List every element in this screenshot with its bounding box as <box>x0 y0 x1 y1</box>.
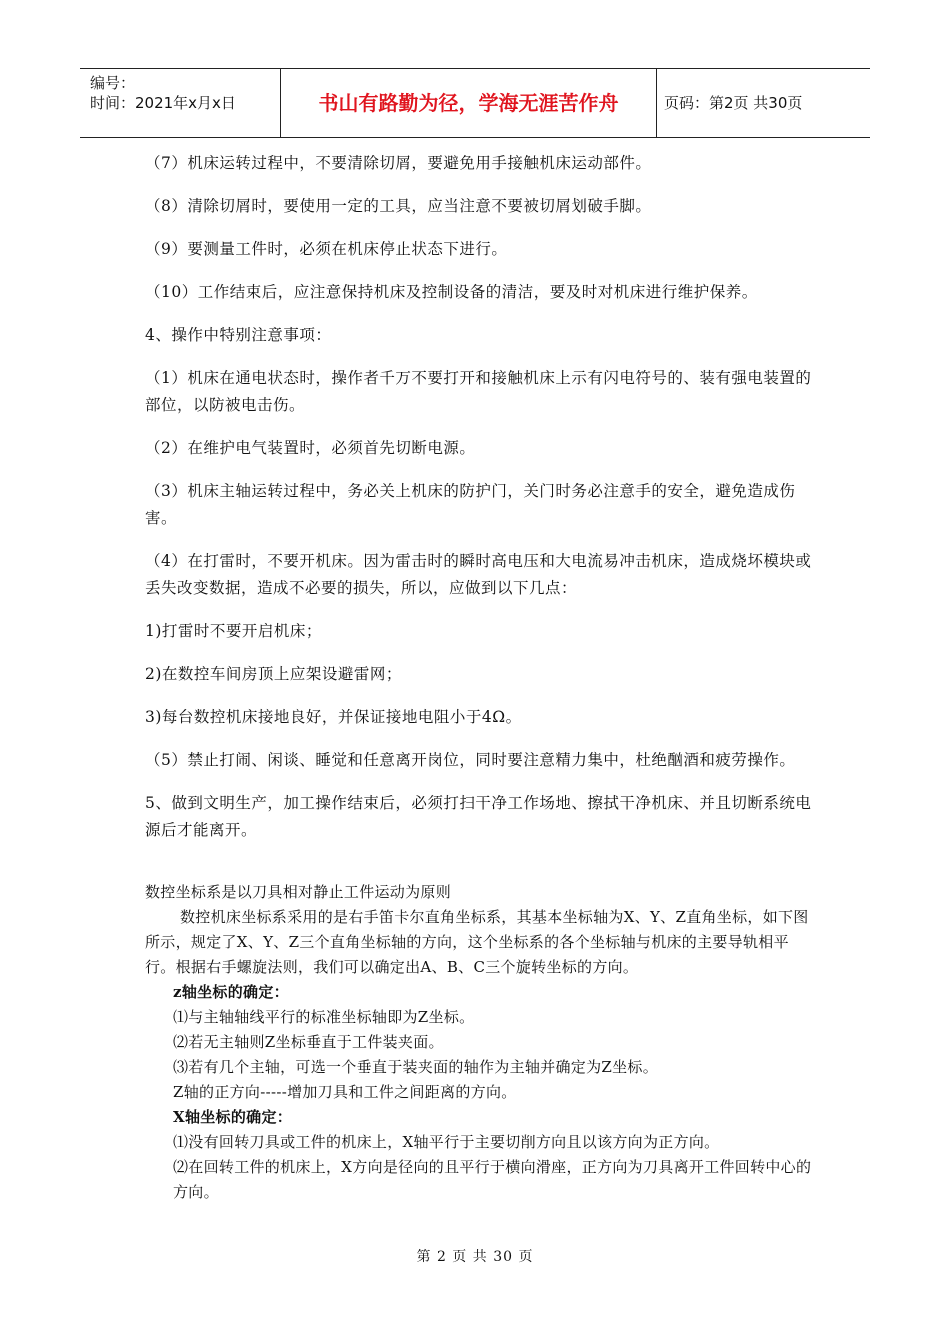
paragraph: （10）工作结束后，应注意保持机床及控制设备的清洁，要及时对机床进行维护保养。 <box>145 283 758 301</box>
paragraph: （4）在打雷时，不要开机床。因为雷击时的瞬时高电压和大电流易冲击机床，造成烧坏模块或丢失改变数据，造成不必要的损失，所以，应做到以下几点： <box>145 552 812 597</box>
page-info: 页码：第2页 共30页 <box>664 94 803 112</box>
paragraph: （5）禁止打闹、闲谈、睡觉和任意离开岗位，同时要注意精力集中，杜绝酗酒和疲劳操作。 <box>145 751 796 769</box>
safety-rules-body <box>145 150 815 844</box>
header-table <box>80 68 870 138</box>
z-axis-item: ⑵若无主轴则Z坐标垂直于工件装夹面。 <box>173 1033 444 1051</box>
z-axis-item: ⑴与主轴轴线平行的标准坐标轴即为Z坐标。 <box>173 1008 475 1026</box>
paragraph: （8）清除切屑时，要使用一定的工具，应当注意不要被切屑划破手脚。 <box>145 197 652 215</box>
motto: 书山有路勤为径，学海无涯苦作舟 <box>281 69 657 137</box>
paragraph: （2）在维护电气装置时，必须首先切断电源。 <box>145 439 476 457</box>
list-item: 3)每台数控机床接地良好，并保证接地电阻小于4Ω。 <box>145 708 522 726</box>
x-axis-heading: X轴坐标的确定： <box>173 1108 293 1126</box>
header-meta-cell <box>80 69 281 137</box>
paragraph: （9）要测量工件时，必须在机床停止状态下进行。 <box>145 240 508 258</box>
z-axis-heading: z轴坐标的确定： <box>173 983 289 1001</box>
section-heading: 4、操作中特别注意事项： <box>145 326 332 344</box>
section-title: 数控坐标系是以刀具相对静止工件运动为原则 <box>145 883 452 901</box>
paragraph: （1）机床在通电状态时，操作者千万不要打开和接触机床上示有闪电符号的、装有强电装置的部位，以防被电击伤。 <box>145 369 812 414</box>
page-footer: 第 2 页 共 30 页 <box>416 1249 534 1265</box>
x-axis-item: ⑴没有回转刀具或工件的机床上，X轴平行于主要切削方向且以该方向为正方向。 <box>173 1133 720 1151</box>
z-axis-item: Z轴的正方向-----增加刀具和工件之间距离的方向。 <box>173 1083 517 1101</box>
list-item: 1)打雷时不要开启机床； <box>145 622 322 640</box>
section-heading: 5、做到文明生产，加工操作结束后，必须打扫干净工作场地、擦拭干净机床、并且切断系统电源后才能离开。 <box>145 794 812 839</box>
x-axis-item: ⑵在回转工件的机床上，X方向是径向的且平行于横向滑座，正方向为刀具离开工件回转中心的方向。 <box>173 1158 812 1201</box>
paragraph: （3）机床主轴运转过程中，务必关上机床的防护门，关门时务必注意手的安全，避免造成伤害。 <box>145 482 796 527</box>
list-item: 2)在数控车间房顶上应架设避雷网； <box>145 665 402 683</box>
z-axis-item: ⑶若有几个主轴，可选一个垂直于装夹面的轴作为主轴并确定为Z坐标。 <box>173 1058 659 1076</box>
time-label: 时间：2021年x月x日 <box>90 94 236 112</box>
number-label: 编号： <box>90 74 136 92</box>
intro-paragraph: 数控机床坐标系采用的是右手笛卡尔直角坐标系，其基本坐标轴为X、Y、Z直角坐标，如下图所示，规定了X、Y、Z三个直角坐标轴的方向，这个坐标系的各个坐标轴与机床的主要导轨相平行。根据右手螺旋法则，我们可以确定出A、B、C三个旋转坐标的方向。 <box>145 908 809 976</box>
paragraph: （7）机床运转过程中，不要清除切屑，要避免用手接触机床运动部件。 <box>145 154 652 172</box>
coordinate-system-section <box>145 880 815 1205</box>
